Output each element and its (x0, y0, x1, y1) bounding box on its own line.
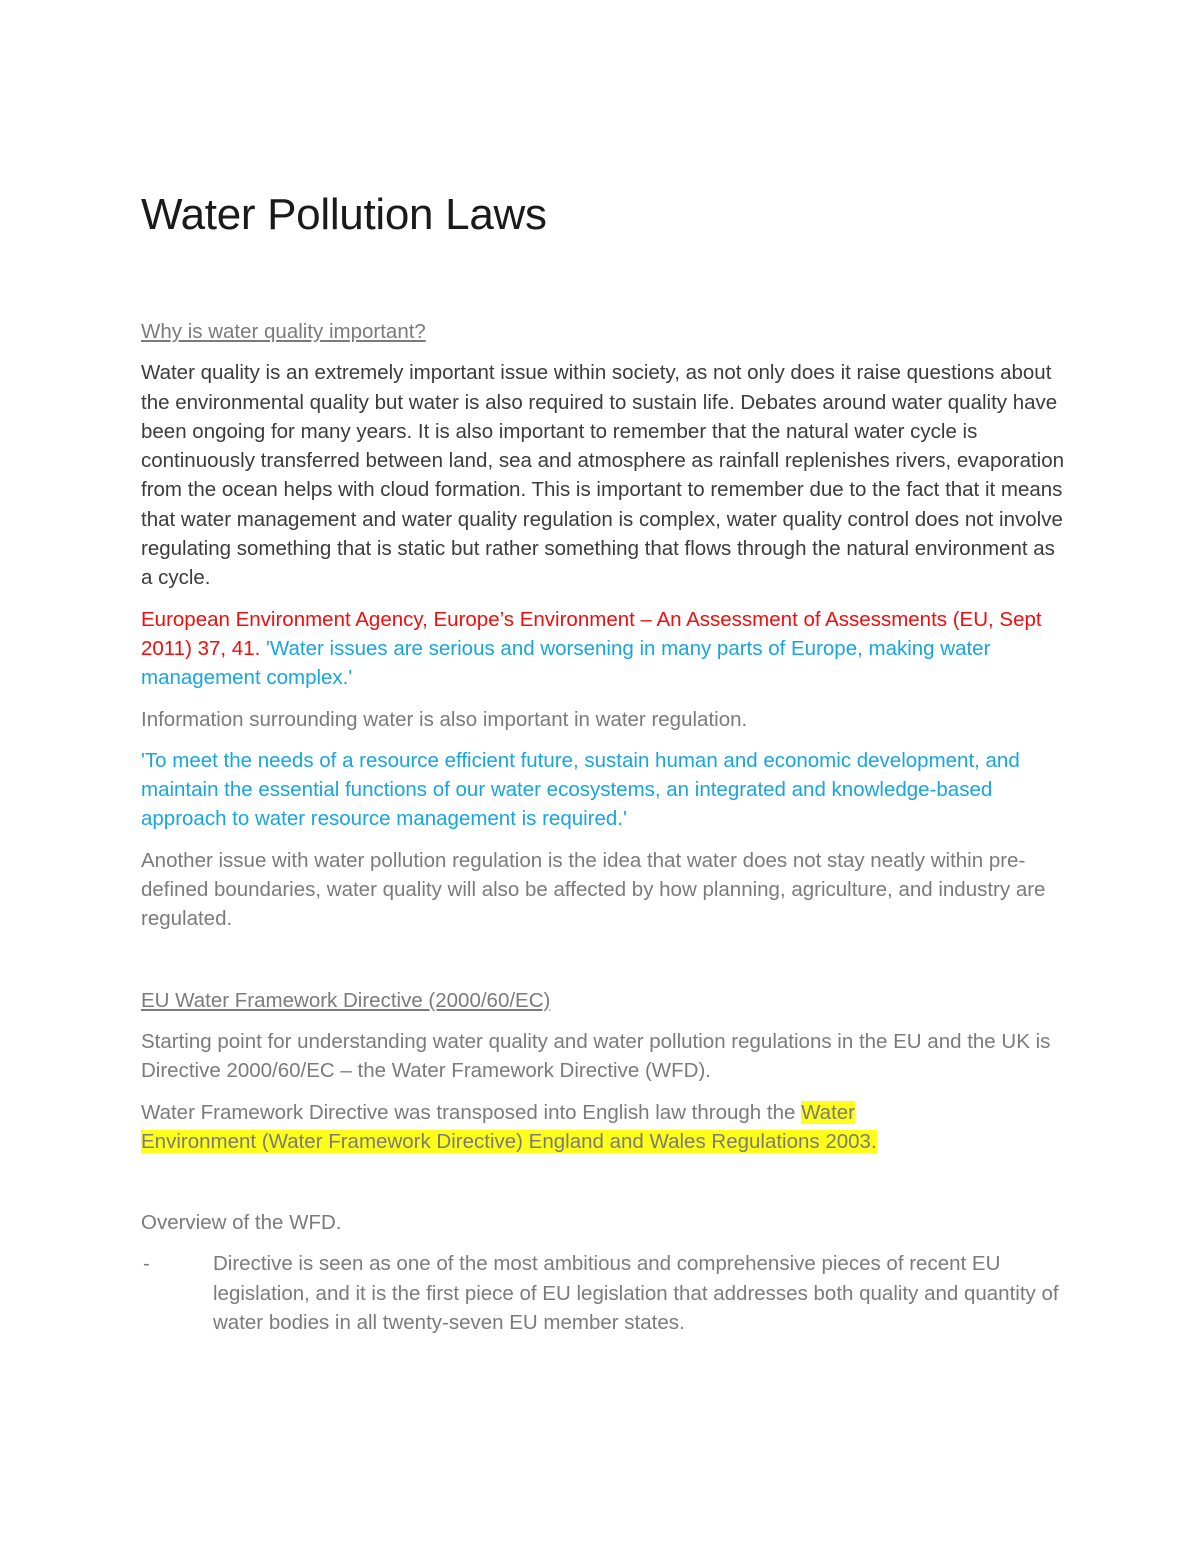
paragraph-boundaries: Another issue with water pollution regulation is the idea that water does not stay neatly within pre-defined boundaries, water quality will also be affected by how planning, agriculture, and industry are regulated. (141, 848, 1046, 931)
overview-heading: Overview of the WFD. (141, 1211, 342, 1235)
bullet-item (141, 1249, 1066, 1337)
spacer (141, 1237, 1066, 1249)
spacer (141, 693, 1066, 705)
spacer (141, 1086, 1066, 1098)
spacer (141, 1156, 1066, 1208)
spacer (141, 934, 1066, 986)
paragraph-transposed (141, 1098, 1066, 1157)
spacer (141, 834, 1066, 846)
citation-quote: 'Water issues are serious and worsening in many parts of Europe, making water management complex.' (141, 636, 991, 690)
citation-paragraph (141, 605, 1066, 693)
citation-source: European Environment Agency, Europe’s Environment – An Assessment of Assessments (EU, Sept 2011) 37, 41. (141, 607, 1042, 660)
bullet-marker: - (143, 1252, 150, 1276)
paragraph-starting-point: Starting point for understanding water quality and water pollution regulations in the EU and the UK is Directive 2000/60/EC – the Water Framework Directive (WFD). (141, 1029, 1051, 1083)
quote-resource-efficient: 'To meet the needs of a resource efficient future, sustain human and economic development, and maintain the essential functions of our water ecosystems, an integrated and knowledge-based approach to water resource management is required.' (141, 748, 1020, 831)
section-heading-why-water-quality: Why is water quality important? (141, 320, 426, 343)
spacer (141, 346, 1066, 358)
spacer (141, 734, 1066, 746)
bullet-text: Directive is seen as one of the most ambitious and comprehensive pieces of recent EU legislation, and it is the first piece of EU legislation that addresses both quality and quantity of water bodies in all twenty-seven EU member states. (213, 1252, 1059, 1335)
spacer (141, 593, 1066, 605)
paragraph-information: Information surrounding water is also important in water regulation. (141, 707, 748, 731)
document-page (141, 188, 1066, 1337)
spacer (141, 1015, 1066, 1027)
highlighted-regulation-2: Environment (Water Framework Directive) England and Wales Regulations 2003. (141, 1129, 877, 1153)
transposed-lead: Water Framework Directive was transposed into English law through the (141, 1100, 802, 1124)
spacer (141, 242, 1066, 317)
document-title: Water Pollution Laws (141, 190, 547, 239)
paragraph-water-quality: Water quality is an extremely important issue within society, as not only does it raise questions about the environmental quality but water is also required to sustain life. Debates around water quality have been ongoing for many years. It is also important to remember that the natural water cycle is continuously transferred between land, sea and atmosphere as rainfall replenishes rivers, evaporation from the ocean helps with cloud formation. This is important to remember due to the fact that it means that water management and water quality regulation is complex, water quality control does not involve regulating something that is static but rather something that flows through the natural environment as a cycle. (141, 361, 1065, 590)
highlighted-regulation-1: Water (801, 1100, 855, 1124)
section-heading-wfd: EU Water Framework Directive (2000/60/EC) (141, 988, 551, 1012)
